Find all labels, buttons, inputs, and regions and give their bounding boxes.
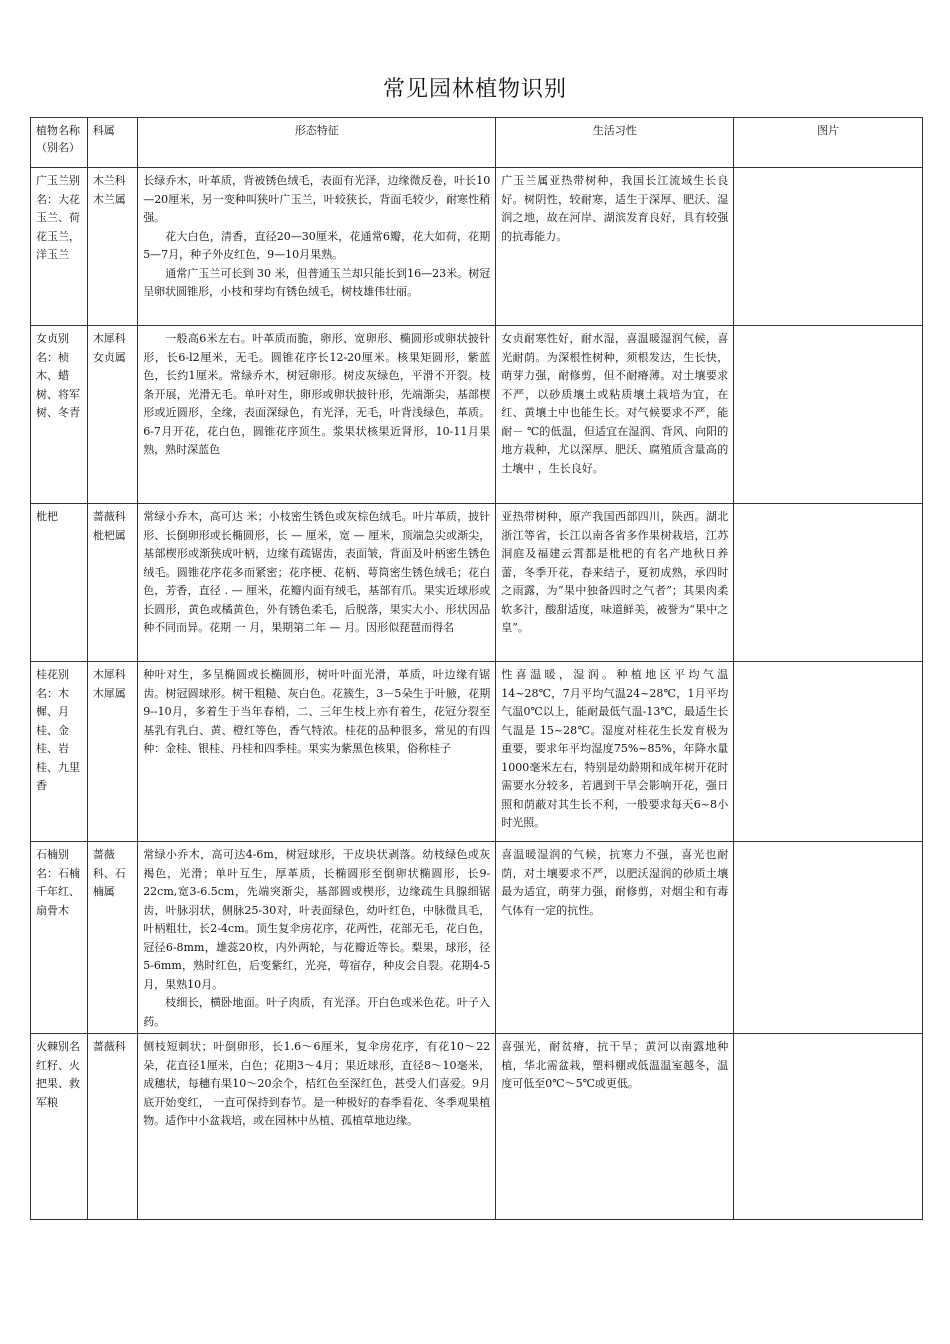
page-title: 常见园林植物识别	[382, 77, 567, 102]
habit-text: 喜温暖湿润的气候，抗寒力不强，喜光也耐荫，对土壤要求不严，以肥沃湿润的砂质土壤最为适宜，萌芽力强，耐修剪，对烟尘和有毒气体有一定的抗性。	[501, 848, 729, 917]
header-family: 科属	[87, 118, 137, 168]
plant-picture	[734, 504, 923, 662]
habit-text: 性喜温暖，湿润。种植地区平均气温14~28℃，7月平均气温24~28℃，1月平均气温0℃以上，能耐最低气温-13℃，最适生长气温是 15~28℃。湿度对桂花生长发育极为重要，要求年平均湿度75%~85%，年降水量1000毫米左右，特别是幼龄期和成年树开花时需要水分较多，若遇到干旱会影响开花，强日照和荫蔽对其生长不利，一般要求每天6~8小时光照。	[501, 668, 729, 829]
morphology-paragraph: 通常广玉兰可长到 30 米，但普通玉兰却只能长到16—23米。树冠呈卵状圆锥形，小枝和芽均有锈色绒毛，树枝雄伟壮丽。	[143, 266, 491, 298]
morphology-paragraph: 花大白色，清香，直径20—30厘米，花通常6瓣，花大如荷，花期5—7月，种子外皮红色，9—10月果熟。	[143, 229, 491, 261]
habit-text: 喜强光，耐贫瘠，抗干旱；黄河以南露地种植，华北需盆栽，塑料棚或低温温室越冬，温度可低至0℃～5℃或更低。	[501, 1040, 729, 1090]
plant-habit	[496, 326, 734, 504]
table-row	[31, 168, 923, 326]
morphology-paragraph: 枝细长，横卧地面。叶子肉质，有光泽。开白色或米色花。叶子入药。	[143, 996, 491, 1028]
plant-picture	[734, 1034, 923, 1220]
plant-family: 蔷薇科、石楠属	[87, 842, 137, 1034]
header-name: 植物名称（别名）	[31, 118, 88, 168]
plant-name: 枇杷	[31, 504, 88, 662]
plant-name: 桂花别名：木樨、月桂、金桂、岩桂、九里香	[31, 662, 88, 842]
habit-text: 亚热带树种，原产我国西部四川，陕西。湖北浙江等省，长江以南各省多作果树栽培，江苏洞庭及福建云霄都是枇杷的有名产地秋日养蕾，冬季开花，春来结子，夏初成熟，承四时之雨露，为“果中独备四时之气者”；其果肉柔软多汁，酸甜适度，味道鲜美，被誉为“果中之皇”。	[501, 510, 729, 634]
morphology-paragraph: 侧枝短刺状；叶倒卵形，长1.6～6厘米，复伞房花序，有花10～22朵，花直径1厘米，白色；花期3～4月；果近球形，直径8～10毫米，成穗状，每穗有果10～20余个，桔红色至深红色，甚受人们喜爱。9月底开始变红， 一直可保持到春节。是一种极好的春季看花、冬季观果植物。适作中小盆栽培，或在园林中丛植、孤植草地边缘。	[143, 1040, 491, 1127]
plant-morphology	[138, 662, 496, 842]
table-row	[31, 662, 923, 842]
plant-habit	[496, 842, 734, 1034]
plant-name: 火棘别名红籽、火把果、救军粮	[31, 1034, 88, 1220]
plant-family: 木兰科木兰属	[87, 168, 137, 326]
plant-family: 蔷薇科枇杷属	[87, 504, 137, 662]
plant-morphology	[138, 1034, 496, 1220]
plant-habit	[496, 168, 734, 326]
plant-picture	[734, 842, 923, 1034]
plant-picture	[734, 168, 923, 326]
plant-morphology	[138, 504, 496, 662]
header-picture: 图片	[734, 118, 923, 168]
morphology-paragraph: 一般高6米左右。叶革质而脆，卵形、宽卵形、椭圆形或卵状披针形，长6-l2厘米，无毛。圆锥花序长12-20厘米。核果矩圆形，紫蓝色，长约1厘米。常绿乔木，树冠卵形。树皮灰绿色，平滑不开裂。枝条开展，光滑无毛。单叶对生，卵形或卵状披针形，先端渐尖，基部楔形或近圆形，全缘，表面深绿色，有光泽，无毛，叶背浅绿色，革质。6-7月开花，花白色，圆锥花序顶生。浆果状核果近肾形，10-11月果熟，熟时深蓝色	[143, 332, 491, 456]
plant-habit	[496, 504, 734, 662]
header-morphology: 形态特征	[138, 118, 496, 168]
plant-picture	[734, 326, 923, 504]
plant-morphology	[138, 168, 496, 326]
habit-text: 女贞耐寒性好，耐水湿，喜温暖湿润气候，喜光耐荫。为深根性树种，须根发达，生长快，萌芽力强，耐修剪，但不耐瘠薄。对土壤要求不严，以砂质壤土或粘质壤土栽培为宜，在红、黄壤土中也能生长。对气候要求不严，能耐－ ℃的低温，但适宜在湿润、背风、向阳的地方栽种，尤以深厚、肥沃、腐殖质含量高的土壤中 ，生长良好。	[501, 332, 729, 475]
plant-picture	[734, 662, 923, 842]
morphology-paragraph: 常绿小乔木，高可达 米；小枝密生锈色或灰棕色绒毛。叶片革质，披针形、长倒卵形或长椭圆形，长 — 厘米，宽 — 厘米，顶端急尖或渐尖，基部楔形或渐狭成叶柄，边缘有疏锯齿，表面皱，背面及叶柄密生锈色绒毛。圆锥花序花多而紧密；花序梗、花柄、萼筒密生锈色绒毛；花白色，芳香，直径 . — 厘米，花瓣内面有绒毛，基部有爪。果实近球形或长圆形，黄色或橘黄色，外有锈色柔毛，后脱落，果实大小、形状因品种不同而异。花期 一 月，果期第二年 — 月。因形似琵琶而得名	[143, 510, 491, 634]
table-row	[31, 1034, 923, 1220]
plant-morphology	[138, 326, 496, 504]
plant-habit	[496, 1034, 734, 1220]
morphology-paragraph: 长绿乔木，叶革质，背被锈色绒毛，表面有光泽，边缘微反卷，叶长10—20厘米，另一变种叫狭叶广玉兰，叶较狭长，背面毛较少，耐寒性稍强。	[143, 174, 491, 224]
table-row	[31, 326, 923, 504]
morphology-paragraph: 常绿小乔木，高可达4-6m，树冠球形，干皮块状剥落。幼枝绿色或灰褐色，光滑；单叶互生，厚革质，长椭圆形至倒卵状椭圆形，长9-22cm,宽3-6.5cm，先端突渐尖，基部圆或楔形，边缘疏生具腺细锯齿，叶脉羽状，侧脉25-30对，叶表面绿色，幼叶红色，中脉微具毛，叶柄粗壮，长2-4cm。顶生复伞房花序，花两性，花部无毛，花白色，冠径6-8mm，雄蕊20枚，内外两轮，与花瓣近等长。梨果，球形，径5-6mm，熟时红色，后变紫红，光亮，萼宿存，种皮会自裂。花期4-5月，果熟10月。	[143, 848, 491, 991]
plant-name: 石楠别名：石楠千年红、扇骨木	[31, 842, 88, 1034]
plant-family: 蔷薇科	[87, 1034, 137, 1220]
plant-name: 广玉兰别名：大花玉兰、荷花玉兰，洋玉兰	[31, 168, 88, 326]
table-row	[31, 842, 923, 1034]
plant-habit	[496, 662, 734, 842]
plant-family: 木犀科女贞属	[87, 326, 137, 504]
plant-family: 木犀科木犀属	[87, 662, 137, 842]
header-habit: 生活习性	[496, 118, 734, 168]
plant-table	[30, 117, 923, 1220]
table-header-row	[31, 118, 923, 168]
habit-text: 广玉兰属亚热带树种，我国长江流域生长良好。树阴性，较耐寒，适生于深厚、肥沃、湿润之地，故在河岸、湖滨发育良好，具有较强的抗毒能力。	[501, 174, 729, 243]
morphology-paragraph: 种叶对生，多呈椭圆或长椭圆形，树叶叶面光滑，革质，叶边缘有锯齿。树冠圆球形。树干粗糙、灰白色。花簇生，3－5朵生于叶腋，花期9--10月，多着生于当年春梢，二、三年生枝上亦有着生，花冠分裂至基乳有乳白、黄、橙红等色，香气特浓。桂花的品种很多，常见的有四种：金桂、银桂、丹桂和四季桂。果实为紫黑色核果，俗称桂子	[143, 668, 491, 755]
plant-morphology	[138, 842, 496, 1034]
plant-name: 女贞别名：桢木、蜡树、将军树、冬青	[31, 326, 88, 504]
table-row	[31, 504, 923, 662]
